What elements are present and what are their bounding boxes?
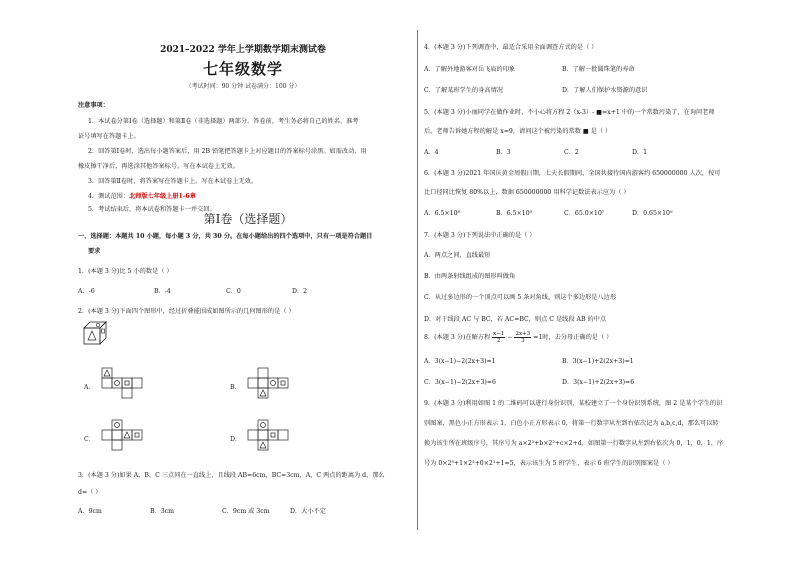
note-1b: 证号填写在答题卡上。 [78,133,140,140]
q5-stem-a: 5．(本题 3 分)小丽同学在做作业时，不小心将方程 2（x-3）- ■=x+1 中的一个常数污染了，在询问老师 [424,109,715,116]
q6-option-c: C．65.0×10⁷ [564,210,605,217]
exam-info: （考试时间：90 分钟 试卷满分：100 分） [185,83,301,90]
q5-stem-b: 后，老师告诉她方程的解是 x=9，请问这个被污染的常数 ■ 是（ ） [424,128,612,135]
q2-stem: 2．(本题 3 分)下面四个图形中，经过折叠能围成如图所示的几何图形的是（ ） [78,308,295,315]
test-range: 北师版七年级上册1-6章 [129,193,196,200]
q5-option-d: D．1 [632,149,648,156]
q7-stem: 7．(本题 3 分)下列说法中正确的是（ ） [424,232,536,239]
q8-frac1-num: x−1 [493,331,505,337]
q2-net-b [240,366,304,410]
q8-frac2-den: 3 [521,338,525,344]
q9-line-3: 换为该生所在班级序号，其序号为 a×2³+b×2²+c×2+d，如图第一行数字从左到右依次为 0，1，0，1，序 [424,440,724,447]
note-4-prefix: 4．测试范围： [88,193,130,200]
q4-option-c: C．了解某班学生的身高情况 [424,87,503,94]
q8-stem-prefix: 8．(本题 3 分)在解方程 [424,334,491,341]
q6-option-a: A．6.5×10⁸ [424,210,461,217]
note-3: 3．回答第Ⅱ卷时，将答案写在答题卡上。写在本试卷上无效。 [88,178,258,185]
q5-option-b: B．3 [496,149,511,156]
notes-heading: 注意事项： [78,102,109,109]
q3-option-a: A．9cm [78,508,102,515]
q3-stem-b: d=（ ） [78,489,102,496]
q3-option-b: B．3cm [150,508,175,515]
cube-figure [82,320,108,346]
q4-stem: 4．(本题 3 分)下列调查中，最适合采用全面调查方式的是（ ） [424,44,598,51]
q9-line-2: 别图案，黑色小正方形表示 1，白色小正方形表示 0，将第一行数字从左到右依次记为 a,b,c,d，那么可以转 [424,420,719,427]
q6-option-b: B．6.5×10⁹ [496,210,533,217]
q2-net-d [240,418,304,462]
q8-fraction-2 [514,331,531,344]
note-5: 5．考试结束后，将本试卷和答题卡一并交回。 [88,206,216,213]
q4-option-d: D．了解人们保护水资源的意识 [562,87,648,94]
q1-option-a: A．-6 [78,288,95,295]
q9-line-4: 号为 0×2³+1×2²+0×2¹+1=5，表示该生为 5 班学生，表示 6 班学生的识别图案是（ ） [424,460,674,467]
q3-stem-a: 3．(本题 3 分)如果 A，B，C 三点同在一直线上，且线段 AB=6cm，BC=3cm，A，C 两点的距离为 d，那么 [78,472,385,479]
q4-option-a: A．了解外地游客对岳飞庙的印象 [424,66,516,73]
q1-option-d: D．2 [292,288,308,295]
q5-option-a: A．4 [424,149,439,156]
q7-option-b: B．由两条射线组成的图形叫做角 [424,273,516,280]
q8-frac2-num: 2x+3 [515,331,531,337]
q8-stem-suffix: =1时，去分母正确的是（ ） [533,334,613,341]
q8-option-d: D．3(x−1)+2(2x+3)=6 [562,379,635,386]
q8-frac1-den: 2 [496,338,501,344]
q2-option-a: A． [84,384,95,391]
right-column [424,38,754,518]
note-4 [88,191,196,200]
section-intro-a: 一、选择题：本题共 10 小题，每小题 3 分，共 30 分。在每小题给出的四个选项中，只有一项是符合题目 [78,233,373,240]
q1-stem: 1．(本题 3 分)比 5 小的数是（ ） [78,268,173,275]
q8-option-b: B．3(x−1)+2(2x+3)=1 [562,358,634,365]
q8-stem [424,331,612,344]
q2-option-c: C． [84,436,95,443]
q2-option-b: B． [230,384,241,391]
q8-option-a: A．3(x−1)−2(2x+3)=1 [424,358,496,365]
q5-option-c: C．2 [564,149,579,156]
q6-option-d: D．0.65×10⁹ [632,210,673,217]
q1-option-b: B．-4 [154,288,171,295]
left-column [78,38,408,518]
q7-option-d: D．对于线段 AC 与 BC，若 AC=BC，则点 C 是线段 AB 的中点 [424,316,607,323]
column-divider [417,30,418,530]
q2-option-d: D． [230,436,242,443]
note-1a: 1．本试卷分第Ⅰ卷（选择题）和第Ⅱ卷（非选择题）两部分。答卷前，考生务必将自己的姓名、准考 [88,118,359,125]
q4-option-b: B．了解一批圆珠笔的寿命 [562,66,635,73]
q1-option-c: C．0 [226,288,241,295]
q2-net-c [94,418,158,462]
q3-option-d: D．大小不定 [290,508,326,515]
q9-line-1: 9．(本题 3 分)利用如图 1 的二维码可以进行身份识别，某校建立了一个身份识别系统，图 2 是某个学生的识 [424,400,723,407]
q3-option-c: C．9cm 或 3cm [222,508,270,515]
grade-title: 七年级数学 [202,60,283,78]
note-2a: 2．回答第Ⅰ卷时，选出每小题答案后，用 2B 铅笔把答题卡上对应题目的答案标号涂黑。如需改动，用 [88,148,367,155]
q2-net-a [94,366,158,410]
section-title: 第Ⅰ卷（选择题） [203,212,293,226]
q8-minus: − [507,334,513,341]
q6-stem-a: 6．(本题 3 分)2021 年国庆黄金周假日期，七天长假期间，全国共接待国内游客约 650000000 人次，按可 [424,170,721,177]
note-2b: 橡皮擦干净后，再选涂其他答案标号。写在本试卷上无效。 [78,163,239,170]
year-title: 2021–2022 学年上学期数学期末测试卷 [160,45,326,55]
q8-fraction-1 [492,331,505,344]
section-intro-b: 要求 [88,248,101,255]
q6-stem-b: 比口径同比恢复 80%以上，数据 650000000 用科学记数法表示应为（ ） [424,189,630,196]
q7-option-a: A．两点之间，直线最短 [424,252,491,259]
q7-option-c: C．从过多边形的一个顶点可以画 5 条对角线，则这个多边形是八边形 [424,294,617,301]
q8-option-c: C．3(x−1)−2(2x+3)=6 [424,379,496,386]
